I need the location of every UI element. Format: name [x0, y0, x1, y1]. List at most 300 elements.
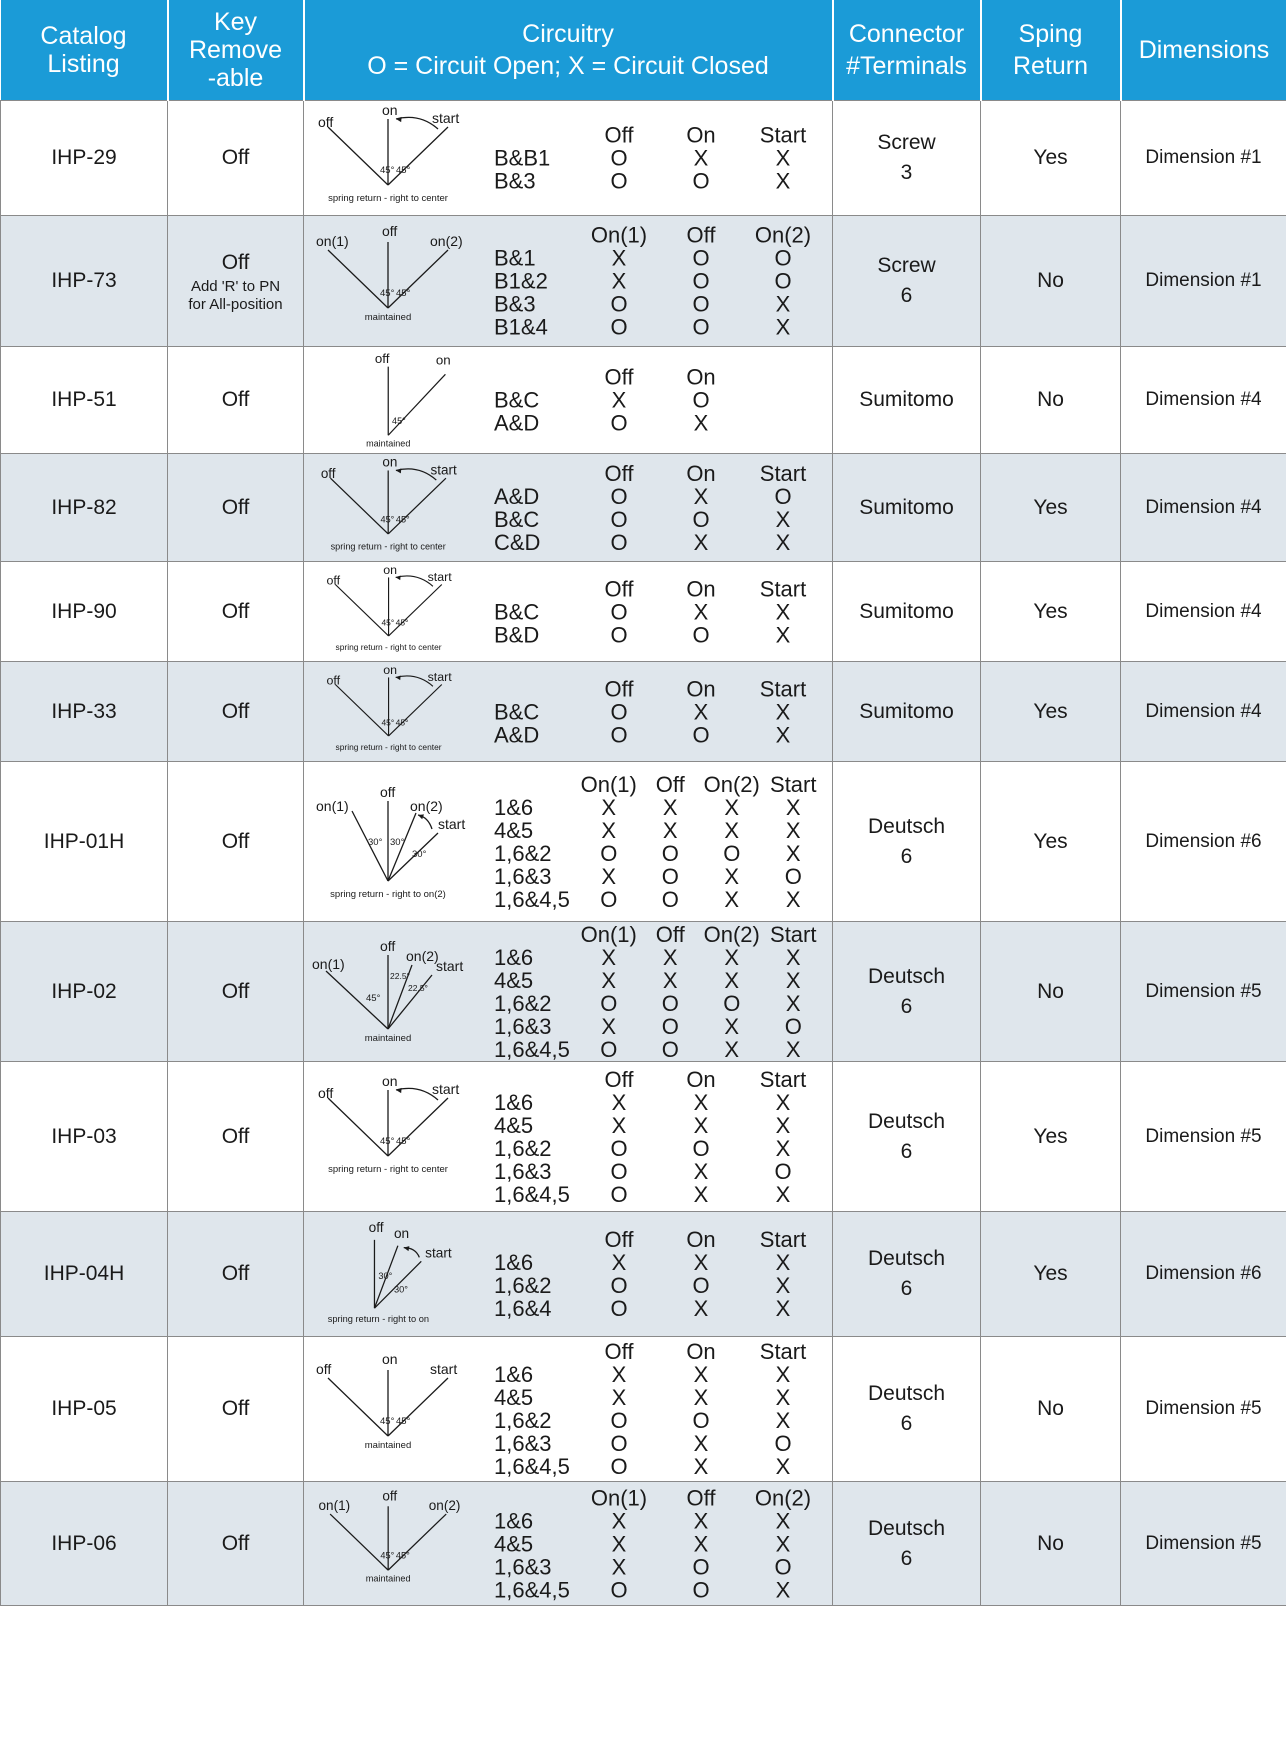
catalog-number: IHP-04H — [43, 1262, 125, 1285]
circuit-state — [578, 1114, 660, 1137]
circuit-truth-table — [492, 1340, 824, 1478]
position-heading-text: On(2) — [703, 771, 760, 797]
circuit-truth-table — [492, 1486, 824, 1601]
spring-return-value: Yes — [1033, 1124, 1068, 1148]
state-value: O — [692, 1273, 710, 1298]
circuit-terminals — [492, 1455, 578, 1478]
circuit-terminals — [492, 1409, 578, 1432]
catalog-listing-cell — [1, 762, 168, 922]
position-heading — [660, 1340, 742, 1363]
dimension-reference: Dimension #5 — [1145, 1125, 1262, 1147]
position-label-off: off — [326, 673, 341, 688]
circuit-terminals — [492, 946, 578, 969]
key-removable-cell — [168, 762, 304, 922]
position-heading — [578, 124, 660, 147]
state-value: X — [785, 967, 801, 993]
circuit-terminals — [492, 969, 578, 992]
circuit-state — [578, 1386, 660, 1409]
circuitry-cell — [304, 1482, 833, 1606]
circuit-row — [492, 623, 824, 646]
terminal-label: 1&6 — [494, 794, 534, 820]
circuitry-cell — [304, 762, 833, 922]
state-value: X — [775, 1112, 791, 1138]
state-value: O — [784, 863, 802, 889]
spring-return-cell — [981, 922, 1121, 1062]
dimension-reference: Dimension #6 — [1145, 1263, 1262, 1284]
state-value: X — [775, 1181, 791, 1207]
circuit-terminals — [492, 1274, 578, 1297]
circuit-state — [660, 531, 742, 554]
circuit-state — [742, 1091, 824, 1114]
catalog-number: IHP-82 — [51, 495, 117, 519]
state-value: O — [610, 529, 628, 555]
terminal-label: 4&5 — [494, 1385, 534, 1410]
circuit-row — [492, 316, 824, 339]
state-value: X — [775, 1385, 791, 1410]
circuit-state — [660, 1297, 742, 1320]
position-label-off: off — [374, 350, 390, 366]
truth-table — [492, 773, 824, 911]
circuit-row — [492, 819, 824, 842]
position-heading-text: On — [686, 676, 716, 701]
spring-return-cell — [981, 1482, 1121, 1606]
spring-return-value: Yes — [1033, 829, 1068, 853]
truth-table — [492, 462, 824, 554]
circuit-terminals — [492, 1363, 578, 1386]
dimension-reference: Dimension #6 — [1145, 830, 1262, 852]
position-heading-text: Off — [655, 921, 685, 947]
circuit-terminals — [492, 1509, 578, 1532]
circuit-state — [763, 865, 825, 888]
circuit-state — [660, 1251, 742, 1274]
circuit-state — [763, 946, 825, 969]
state-value: X — [601, 794, 617, 820]
spring-return-value: No — [1037, 388, 1064, 411]
circuit-state — [742, 270, 824, 293]
terminal-count: 6 — [900, 1546, 913, 1570]
state-value: X — [611, 1554, 627, 1579]
circuit-state — [742, 508, 824, 531]
state-value: X — [662, 794, 678, 820]
circuit-state — [660, 1509, 742, 1532]
state-value: X — [693, 699, 709, 724]
position-label-on1: on(1) — [316, 797, 349, 814]
circuit-terminals — [492, 723, 578, 746]
dimension-reference: Dimension #5 — [1145, 1398, 1262, 1419]
circuit-row — [492, 1137, 824, 1160]
state-value: O — [661, 840, 679, 866]
connector-cell — [833, 562, 981, 662]
terminal-label: 1,6&2 — [494, 1408, 552, 1433]
position-label-start: start — [436, 957, 464, 974]
blank-cell — [492, 366, 578, 389]
circuit-state — [578, 1555, 660, 1578]
key-position: Off — [221, 599, 250, 623]
position-heading — [578, 773, 640, 796]
circuit-terminals — [492, 1532, 578, 1555]
position-heading-text: On(2) — [754, 1485, 812, 1510]
terminal-label: 1,6&4,5 — [494, 1454, 570, 1479]
circuit-state — [660, 1183, 742, 1206]
circuit-state — [742, 1114, 824, 1137]
circuit-state — [660, 1137, 742, 1160]
spring-return-value: No — [1037, 1397, 1064, 1420]
state-value: O — [610, 1158, 628, 1184]
circuit-row — [492, 865, 824, 888]
circuit-row — [492, 1409, 824, 1432]
key-removable-cell — [168, 562, 304, 662]
switch-position-diagram — [308, 1348, 478, 1470]
state-value: O — [692, 168, 710, 194]
table-row — [1, 762, 1286, 922]
position-heading-text: On(1) — [590, 222, 648, 248]
catalog-listing-cell — [1, 216, 168, 347]
dimensions-cell — [1121, 454, 1286, 562]
circuit-state — [578, 1015, 640, 1038]
state-value: X — [775, 1273, 791, 1298]
terminal-count: 6 — [900, 1139, 913, 1163]
circuit-state — [763, 796, 825, 819]
circuit-terminals — [492, 485, 578, 508]
state-value: O — [610, 410, 628, 436]
state-value: O — [774, 483, 792, 509]
state-value: X — [724, 944, 740, 970]
position-label-off: off — [380, 783, 396, 800]
circuitry-cell — [304, 454, 833, 562]
state-value: O — [723, 990, 741, 1016]
circuit-state — [578, 1251, 660, 1274]
spring-return-cell — [981, 562, 1121, 662]
angle-label: 45° — [396, 1135, 411, 1147]
position-heading — [578, 677, 660, 700]
position-label-left: on(1) — [316, 233, 349, 249]
circuit-state — [578, 170, 660, 193]
key-removable-cell — [168, 347, 304, 454]
circuit-state — [763, 819, 825, 842]
state-value: O — [610, 314, 628, 340]
circuit-row — [492, 1015, 824, 1038]
key-removable-cell — [168, 1212, 304, 1337]
circuit-state — [701, 865, 763, 888]
angle-label: 45° — [366, 992, 381, 1004]
circuit-state — [578, 600, 660, 623]
state-value: O — [610, 599, 628, 624]
circuit-state — [763, 888, 825, 911]
catalog-listing-cell — [1, 562, 168, 662]
state-value: O — [692, 506, 710, 532]
circuit-state — [578, 819, 640, 842]
circuit-state — [660, 1578, 742, 1601]
circuit-state — [660, 1114, 742, 1137]
position-heading — [701, 923, 763, 946]
circuit-state — [742, 1274, 824, 1297]
terminal-label: B&3 — [494, 291, 536, 317]
table-row — [1, 922, 1286, 1062]
spring-return-value: Yes — [1033, 699, 1068, 723]
state-value: X — [785, 886, 801, 912]
position-heading — [763, 773, 825, 796]
circuit-state — [660, 270, 742, 293]
circuit-state — [763, 1015, 825, 1038]
state-value: O — [692, 387, 710, 413]
position-label-center: off — [382, 1487, 398, 1503]
circuit-state — [660, 1555, 742, 1578]
angle-label: 45° — [380, 1550, 395, 1561]
position-label-on: on — [382, 103, 398, 118]
terminal-count: 3 — [900, 161, 913, 184]
angle-label: 45° — [396, 288, 411, 299]
position-label-off: off — [318, 1084, 334, 1101]
circuit-terminals — [492, 623, 578, 646]
state-value: X — [611, 245, 627, 271]
header-text: Dimensions — [1138, 36, 1270, 64]
position-heading — [742, 462, 824, 485]
header-key-removable — [168, 0, 304, 101]
circuit-state — [660, 1455, 742, 1478]
switch-position-line — [335, 584, 388, 635]
position-label-start: start — [427, 569, 452, 584]
table-row — [1, 1212, 1286, 1337]
angle-label: 45° — [395, 616, 409, 627]
dimension-reference: Dimension #4 — [1145, 389, 1262, 410]
circuit-state — [578, 412, 660, 435]
switch-position-diagram — [308, 1076, 478, 1198]
switch-position-line — [389, 584, 442, 635]
switch-position-line — [330, 1514, 388, 1570]
state-value: X — [611, 1531, 627, 1556]
state-value: O — [692, 722, 710, 747]
state-value: O — [692, 1408, 710, 1433]
state-value: O — [774, 1554, 792, 1579]
position-label-on: on — [382, 456, 398, 470]
truth-table-header — [492, 462, 824, 485]
state-value: X — [775, 1135, 791, 1161]
truth-table — [492, 923, 824, 1061]
state-value: X — [775, 168, 791, 194]
state-value: X — [693, 1508, 709, 1533]
state-value: X — [693, 529, 709, 555]
circuitry-cell — [304, 347, 833, 454]
dimensions-cell — [1121, 662, 1286, 762]
connector-type: Sumitomo — [859, 599, 954, 623]
state-value: O — [600, 886, 618, 912]
state-value: X — [601, 1013, 617, 1039]
state-value: X — [724, 967, 740, 993]
state-value: O — [661, 990, 679, 1016]
terminal-label: A&D — [494, 410, 540, 436]
catalog-listing-cell — [1, 454, 168, 562]
circuit-state — [640, 969, 702, 992]
spring-return-cell — [981, 101, 1121, 216]
truth-table-header — [492, 366, 824, 389]
connector-type: Deutsch — [867, 964, 946, 988]
position-heading — [578, 224, 660, 247]
circuit-row — [492, 992, 824, 1015]
circuit-row — [492, 723, 824, 746]
circuit-state — [660, 600, 742, 623]
circuit-row — [492, 1038, 824, 1061]
circuit-state — [578, 796, 640, 819]
state-value: O — [661, 863, 679, 889]
connector-cell — [833, 762, 981, 922]
position-heading-text: On — [686, 576, 716, 601]
position-heading-text: Off — [604, 122, 634, 148]
circuitry-cell — [304, 1337, 833, 1482]
key-position: Off — [221, 1397, 250, 1420]
state-value: O — [692, 1577, 710, 1602]
state-value: X — [611, 387, 627, 413]
blank-cell — [492, 1340, 578, 1363]
position-heading — [742, 124, 824, 147]
key-position: Off — [221, 829, 250, 853]
key-removable-cell — [168, 1482, 304, 1606]
dimensions-cell — [1121, 1337, 1286, 1482]
circuit-state — [640, 1038, 702, 1061]
spring-return-cell — [981, 454, 1121, 562]
circuit-state — [578, 888, 640, 911]
catalog-number: IHP-90 — [51, 599, 117, 623]
position-label-left: on(1) — [318, 1497, 351, 1513]
circuit-row — [492, 293, 824, 316]
circuit-state — [660, 1363, 742, 1386]
terminal-label: 1&6 — [494, 1089, 534, 1115]
state-value: O — [610, 1577, 628, 1602]
circuit-row — [492, 1274, 824, 1297]
position-heading-text: On — [686, 1227, 716, 1252]
circuit-state — [742, 623, 824, 646]
catalog-listing-cell — [1, 1337, 168, 1482]
state-value: X — [724, 817, 740, 843]
circuit-state — [660, 1274, 742, 1297]
table-row — [1, 662, 1286, 762]
key-position: Off — [221, 979, 250, 1003]
state-value: X — [775, 1250, 791, 1275]
dimension-reference: Dimension #5 — [1145, 1532, 1262, 1554]
position-label-on: on — [383, 664, 398, 677]
state-value: O — [774, 268, 792, 294]
state-value: X — [601, 967, 617, 993]
position-heading — [742, 577, 824, 600]
truth-table-header — [492, 1228, 824, 1251]
position-label-off: off — [318, 114, 334, 130]
circuit-state — [742, 1160, 824, 1183]
switch-position-line — [388, 478, 446, 534]
state-value: O — [692, 1135, 710, 1161]
circuit-state — [742, 600, 824, 623]
circuit-state — [742, 1137, 824, 1160]
connector-cell — [833, 347, 981, 454]
connector-type: Deutsch — [867, 814, 946, 838]
truth-table — [492, 1340, 824, 1478]
state-value: X — [693, 1531, 709, 1556]
circuit-row — [492, 1509, 824, 1532]
state-value: O — [610, 1296, 628, 1321]
angle-label: 30° — [390, 836, 405, 848]
switch-position-line — [389, 684, 442, 735]
circuit-terminals — [492, 888, 578, 911]
position-heading — [660, 577, 742, 600]
circuit-state — [578, 1137, 660, 1160]
state-value: X — [775, 722, 791, 747]
dimensions-cell — [1121, 922, 1286, 1062]
circuitry-cell — [304, 1062, 833, 1212]
dimension-reference: Dimension #4 — [1145, 600, 1262, 622]
truth-table — [492, 224, 824, 339]
header-text: Circuitry — [522, 20, 614, 48]
circuit-state — [742, 485, 824, 508]
state-value: O — [610, 291, 628, 317]
dimensions-cell — [1121, 101, 1286, 216]
diagram-caption: spring return - right to center — [335, 641, 442, 652]
connector-type: Deutsch — [867, 1109, 946, 1133]
circuit-row — [492, 888, 824, 911]
circuit-state — [660, 170, 742, 193]
position-heading-text: Start — [759, 122, 807, 148]
circuit-state — [578, 531, 660, 554]
catalog-listing-cell — [1, 1482, 168, 1606]
position-heading-text: Off — [604, 1227, 634, 1252]
state-value: X — [693, 1181, 709, 1207]
terminal-label: 1,6&3 — [494, 1158, 552, 1184]
diagram-caption: spring return - right to center — [328, 1163, 448, 1175]
connector-type: Deutsch — [867, 1247, 946, 1270]
connector-cell — [833, 454, 981, 562]
state-value: X — [601, 944, 617, 970]
connector-type: Deutsch — [867, 1516, 946, 1540]
state-value: X — [775, 1408, 791, 1433]
circuit-state — [701, 796, 763, 819]
state-value: X — [785, 990, 801, 1016]
terminal-label: B&B1 — [494, 145, 551, 171]
circuit-state — [578, 623, 660, 646]
connector-type: Sumitomo — [859, 388, 954, 411]
position-heading — [660, 366, 742, 389]
position-heading — [578, 1340, 660, 1363]
circuit-truth-table — [492, 923, 824, 1061]
circuit-state — [742, 1409, 824, 1432]
terminal-count: 6 — [900, 844, 913, 868]
terminal-label: 1,6&4,5 — [494, 1181, 570, 1207]
header-text: -able — [207, 64, 264, 92]
header-connector — [833, 0, 981, 101]
catalog-number: IHP-73 — [51, 269, 117, 292]
circuit-state — [742, 1183, 824, 1206]
dimensions-cell — [1121, 347, 1286, 454]
header-text: Connector — [848, 20, 965, 48]
position-heading-text: On — [686, 1066, 716, 1092]
circuit-state — [763, 969, 825, 992]
catalog-number: IHP-05 — [51, 1397, 117, 1420]
state-value: O — [610, 1135, 628, 1161]
state-value: O — [774, 1431, 792, 1456]
truth-table-header — [492, 224, 824, 247]
position-heading — [640, 923, 702, 946]
position-heading-text: On — [686, 122, 716, 148]
connector-cell — [833, 662, 981, 762]
state-value: X — [785, 840, 801, 866]
truth-table-header — [492, 773, 824, 796]
terminal-label: 1,6&3 — [494, 863, 552, 889]
circuit-row — [492, 1114, 824, 1137]
position-heading-text: Start — [770, 771, 817, 797]
circuit-state — [742, 293, 824, 316]
circuit-row — [492, 508, 824, 531]
catalog-number: IHP-02 — [51, 979, 117, 1003]
circuit-truth-table — [492, 224, 824, 339]
circuit-row — [492, 1251, 824, 1274]
blank-cell — [492, 1068, 578, 1091]
state-value: O — [692, 268, 710, 294]
